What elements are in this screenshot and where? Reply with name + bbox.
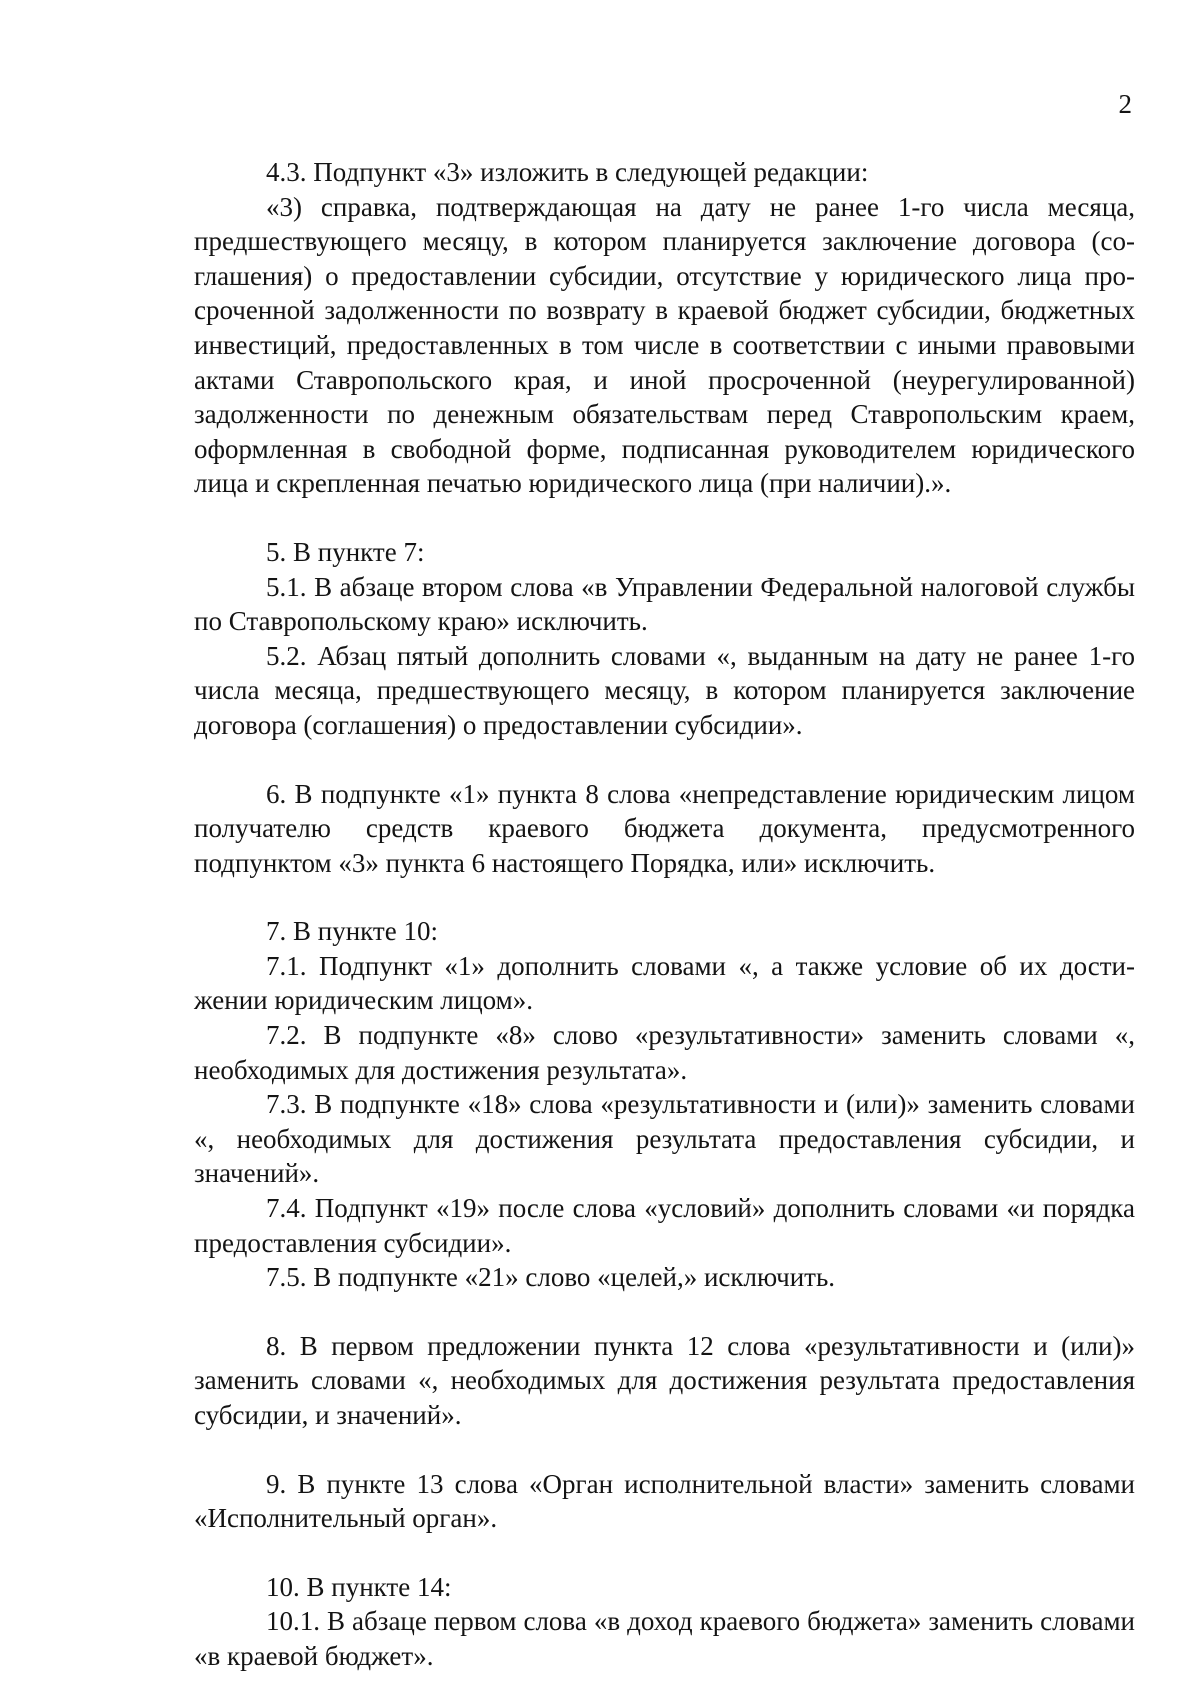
paragraph-5-2: 5.2. Абзац пятый дополнить словами «, выданным на дату не ранее 1-го числа месяца, предшествующего месяцу, в котором планируется заключение договора (соглашения) о предоставлении субсидии». xyxy=(194,640,1135,740)
paragraph-8: 8. В первом предложении пункта 12 слова «результативности и (или)» заменить словами «, необходимых для достижения результата предоставления субсидии, и значений». xyxy=(194,1330,1135,1430)
document-body xyxy=(194,155,1135,1674)
paragraph-4-3: 4.3. Подпункт «3» изложить в следующей редакции: xyxy=(266,157,869,187)
paragraph-9: 9. В пункте 13 слова «Орган исполнительной власти» заменить словами «Исполнительный орган». xyxy=(194,1468,1135,1534)
paragraph-7-4: 7.4. Подпункт «19» после слова «условий» дополнить словами «и порядка предоставления субсидии». xyxy=(194,1193,1135,1258)
paragraph-7-3: 7.3. В подпункте «18» слова «результативности и (или)» заменить словами «, необходимых для достижения результата предоставления субсидии, и значений». xyxy=(194,1089,1135,1189)
paragraph-6: 6. В подпункте «1» пункта 8 слова «непредставление юридическим лицом получателю средств краевого бюджета документа, предусмотренного подпунктом «3» пункта 6 настоящего Порядка, или» исключить. xyxy=(194,778,1135,878)
paragraph-10: 10. В пункте 14: xyxy=(266,1571,452,1602)
paragraph-7-1: 7.1. Подпункт «1» дополнить словами «, а также условие об их достижении юридическим лицом». xyxy=(194,950,1135,1016)
paragraph-7: 7. В пункте 10: xyxy=(266,916,438,947)
page-number: 2 xyxy=(1118,89,1132,119)
paragraph-5: 5. В пункте 7: xyxy=(266,536,425,567)
paragraph-7-5: 7.5. В подпункте «21» слово «целей,» исключить. xyxy=(266,1262,836,1293)
paragraph-4-3-text: «3) справка, подтверждающая на дату не ранее 1-го числа месяца, предшествующего месяцу, в котором планируется заключение договора (соглашения) о предоставлении субсидии, отсутствие у юридического лица просроченной задолженности по возврату в краевой бюджет субсидии, бюджетных инвестиций, предоставленных в том числе в соответствии с иными правовыми актами Ставропольского края, и иной просроченной (неурегулированной) задолженности по денежным обязательствам перед Ставропольским краем, оформленная в свободной форме, подписанная руководителем юридического лица и скрепленная печатью юридического лица (при наличии).». xyxy=(194,191,1135,499)
paragraph-10-1: 10.1. В абзаце первом слова «в доход краевого бюджета» заменить словами «в краевой бюджет». xyxy=(194,1606,1135,1671)
paragraph-5-1: 5.1. В абзаце втором слова «в Управлении Федеральной налоговой службы по Ставропольскому краю» исключить. xyxy=(194,571,1135,637)
paragraph-7-2: 7.2. В подпункте «8» слово «результативности» заменить словами «, необходимых для достижения результата». xyxy=(194,1020,1135,1085)
